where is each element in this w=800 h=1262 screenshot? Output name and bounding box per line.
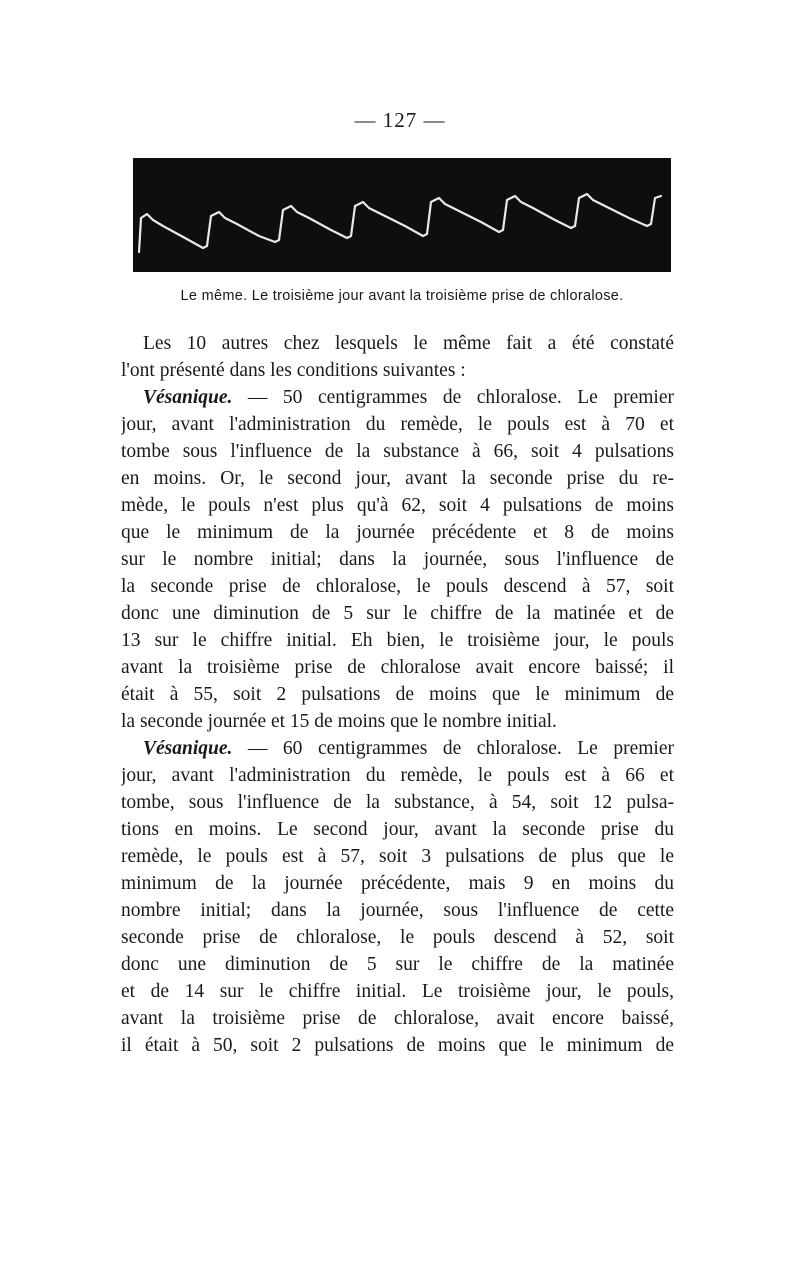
- text-line: l'ont présenté dans les conditions suivantes :: [121, 360, 466, 381]
- page-number: — 127 —: [354, 108, 446, 132]
- text-line: mède, le pouls n'est plus qu'à 62, soit 4 pulsations de moins: [121, 495, 674, 516]
- text-line: tombe sous l'influence de la substance à 66, soit 4 pulsations: [121, 441, 674, 462]
- body-text: [121, 330, 674, 1059]
- text-line: donc une diminution de 5 sur le chiffre de la matinée et de: [121, 603, 674, 624]
- text-line: Les 10 autres chez lesquels le même fait a été constaté: [143, 333, 674, 354]
- text-line: que le minimum de la journée précédente et 8 de moins: [121, 522, 674, 543]
- text-line: minimum de la journée précédente, mais 9 en moins du: [121, 873, 674, 894]
- text-line: tions en moins. Le second jour, avant la seconde prise du: [121, 819, 674, 840]
- text-line: jour, avant l'administration du remède, le pouls est à 66 et: [121, 765, 674, 786]
- text-line: avant la troisième prise de chloralose, avait encore baissé,: [121, 1008, 674, 1029]
- figure-caption: Le même. Le troisième jour avant la troisième prise de chloralose.: [180, 288, 624, 304]
- text-line: tombe, sous l'influence de la substance, à 54, soit 12 pulsa-: [121, 792, 674, 813]
- text-line: remède, le pouls est à 57, soit 3 pulsations de plus que le: [121, 846, 674, 867]
- text-line: 13 sur le chiffre initial. Eh bien, le troisième jour, le pouls: [121, 630, 674, 651]
- text-line: et de 14 sur le chiffre initial. Le troisième jour, le pouls,: [121, 981, 674, 1002]
- text-line: la seconde prise de chloralose, le pouls descend à 57, soit: [121, 576, 674, 597]
- text-line: avant la troisième prise de chloralose avait encore baissé; il: [121, 657, 674, 678]
- text-line: [121, 384, 674, 411]
- text-line: seconde prise de chloralose, le pouls descend à 52, soit: [121, 927, 674, 948]
- text-line: sur le nombre initial; dans la journée, sous l'influence de: [121, 549, 674, 570]
- text-fragment: — 50 centigrammes de chloralose. Le premier: [232, 387, 674, 408]
- text-line: en moins. Or, le second jour, avant la seconde prise du re-: [121, 468, 674, 489]
- section-label: Vésanique.: [143, 387, 233, 408]
- pulse-tracing-figure: [133, 158, 671, 272]
- text-fragment: — 60 centigrammes de chloralose. Le premier: [232, 738, 674, 759]
- text-line: donc une diminution de 5 sur le chiffre de la matinée: [121, 954, 674, 975]
- text-line: jour, avant l'administration du remède, le pouls est à 70 et: [121, 414, 674, 435]
- section-label: Vésanique.: [143, 738, 233, 759]
- text-line: la seconde journée et 15 de moins que le nombre initial.: [121, 711, 557, 732]
- text-line: [121, 735, 674, 762]
- text-line: nombre initial; dans la journée, sous l'influence de cette: [121, 900, 674, 921]
- pulse-tracing-graphic: [133, 158, 671, 272]
- text-line: il était à 50, soit 2 pulsations de moins que le minimum de: [121, 1035, 674, 1056]
- text-line: était à 55, soit 2 pulsations de moins que le minimum de: [121, 684, 674, 705]
